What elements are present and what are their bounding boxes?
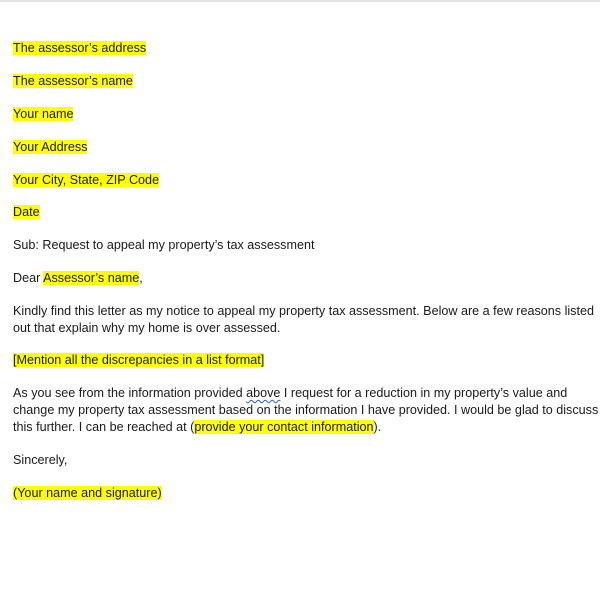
city-state-zip: Your City, State, ZIP Code xyxy=(13,173,160,187)
discrepancies-placeholder: [Mention all the discrepancies in a list format] xyxy=(13,353,265,367)
signature-placeholder: (Your name and signature) xyxy=(13,486,162,500)
paragraph2-line1 xyxy=(13,385,587,402)
date-line xyxy=(13,204,587,221)
discrepancies-line xyxy=(13,352,587,369)
contact-information-placeholder: provide your contact information xyxy=(194,420,374,434)
date: Date xyxy=(13,205,40,219)
page-top-border xyxy=(0,0,600,2)
paragraph1-line1 xyxy=(13,303,594,320)
paragraph2-line2 xyxy=(13,402,599,419)
your-address-line xyxy=(13,139,587,156)
closing-line xyxy=(13,452,587,469)
assessor-address-line xyxy=(13,40,587,57)
salutation-suffix: , xyxy=(139,271,143,285)
closing-text: Sincerely, xyxy=(13,453,68,467)
your-name-line xyxy=(13,106,587,123)
paragraph2-text-1a: As you see from the information provided xyxy=(13,386,247,400)
salutation-line xyxy=(13,270,587,287)
paragraph2-text-1b: I request for a reduction in my property’s value and xyxy=(280,386,568,400)
assessor-address: The assessor’s address xyxy=(13,41,147,55)
paragraph1-text-2: out that explain why my home is over assessed. xyxy=(13,321,281,335)
your-address: Your Address xyxy=(13,140,88,154)
signature-line xyxy=(13,485,587,502)
paragraph2-text-3a: this further. I can be reached at ( xyxy=(13,420,195,434)
salutation-prefix: Dear xyxy=(13,271,44,285)
city-state-zip-line xyxy=(13,172,587,189)
subject-line xyxy=(13,237,587,254)
your-name: Your name xyxy=(13,107,74,121)
subject-text: Sub: Request to appeal my property’s tax assessment xyxy=(13,238,315,252)
salutation-name: Assessor’s name xyxy=(43,271,140,285)
assessor-name: The assessor’s name xyxy=(13,74,133,88)
paragraph2-text-2: change my property tax assessment based on the information I have provided. I would be glad to discuss xyxy=(13,403,599,417)
spellcheck-flagged-word[interactable]: above xyxy=(246,386,281,400)
paragraph1-text-1: Kindly find this letter as my notice to appeal my property tax assessment. Below are a few reasons listed xyxy=(13,304,594,318)
paragraph2-line3 xyxy=(13,419,587,436)
paragraph2-text-3b: ). xyxy=(373,420,382,434)
paragraph1-line2 xyxy=(13,320,587,337)
assessor-name-line xyxy=(13,73,587,90)
